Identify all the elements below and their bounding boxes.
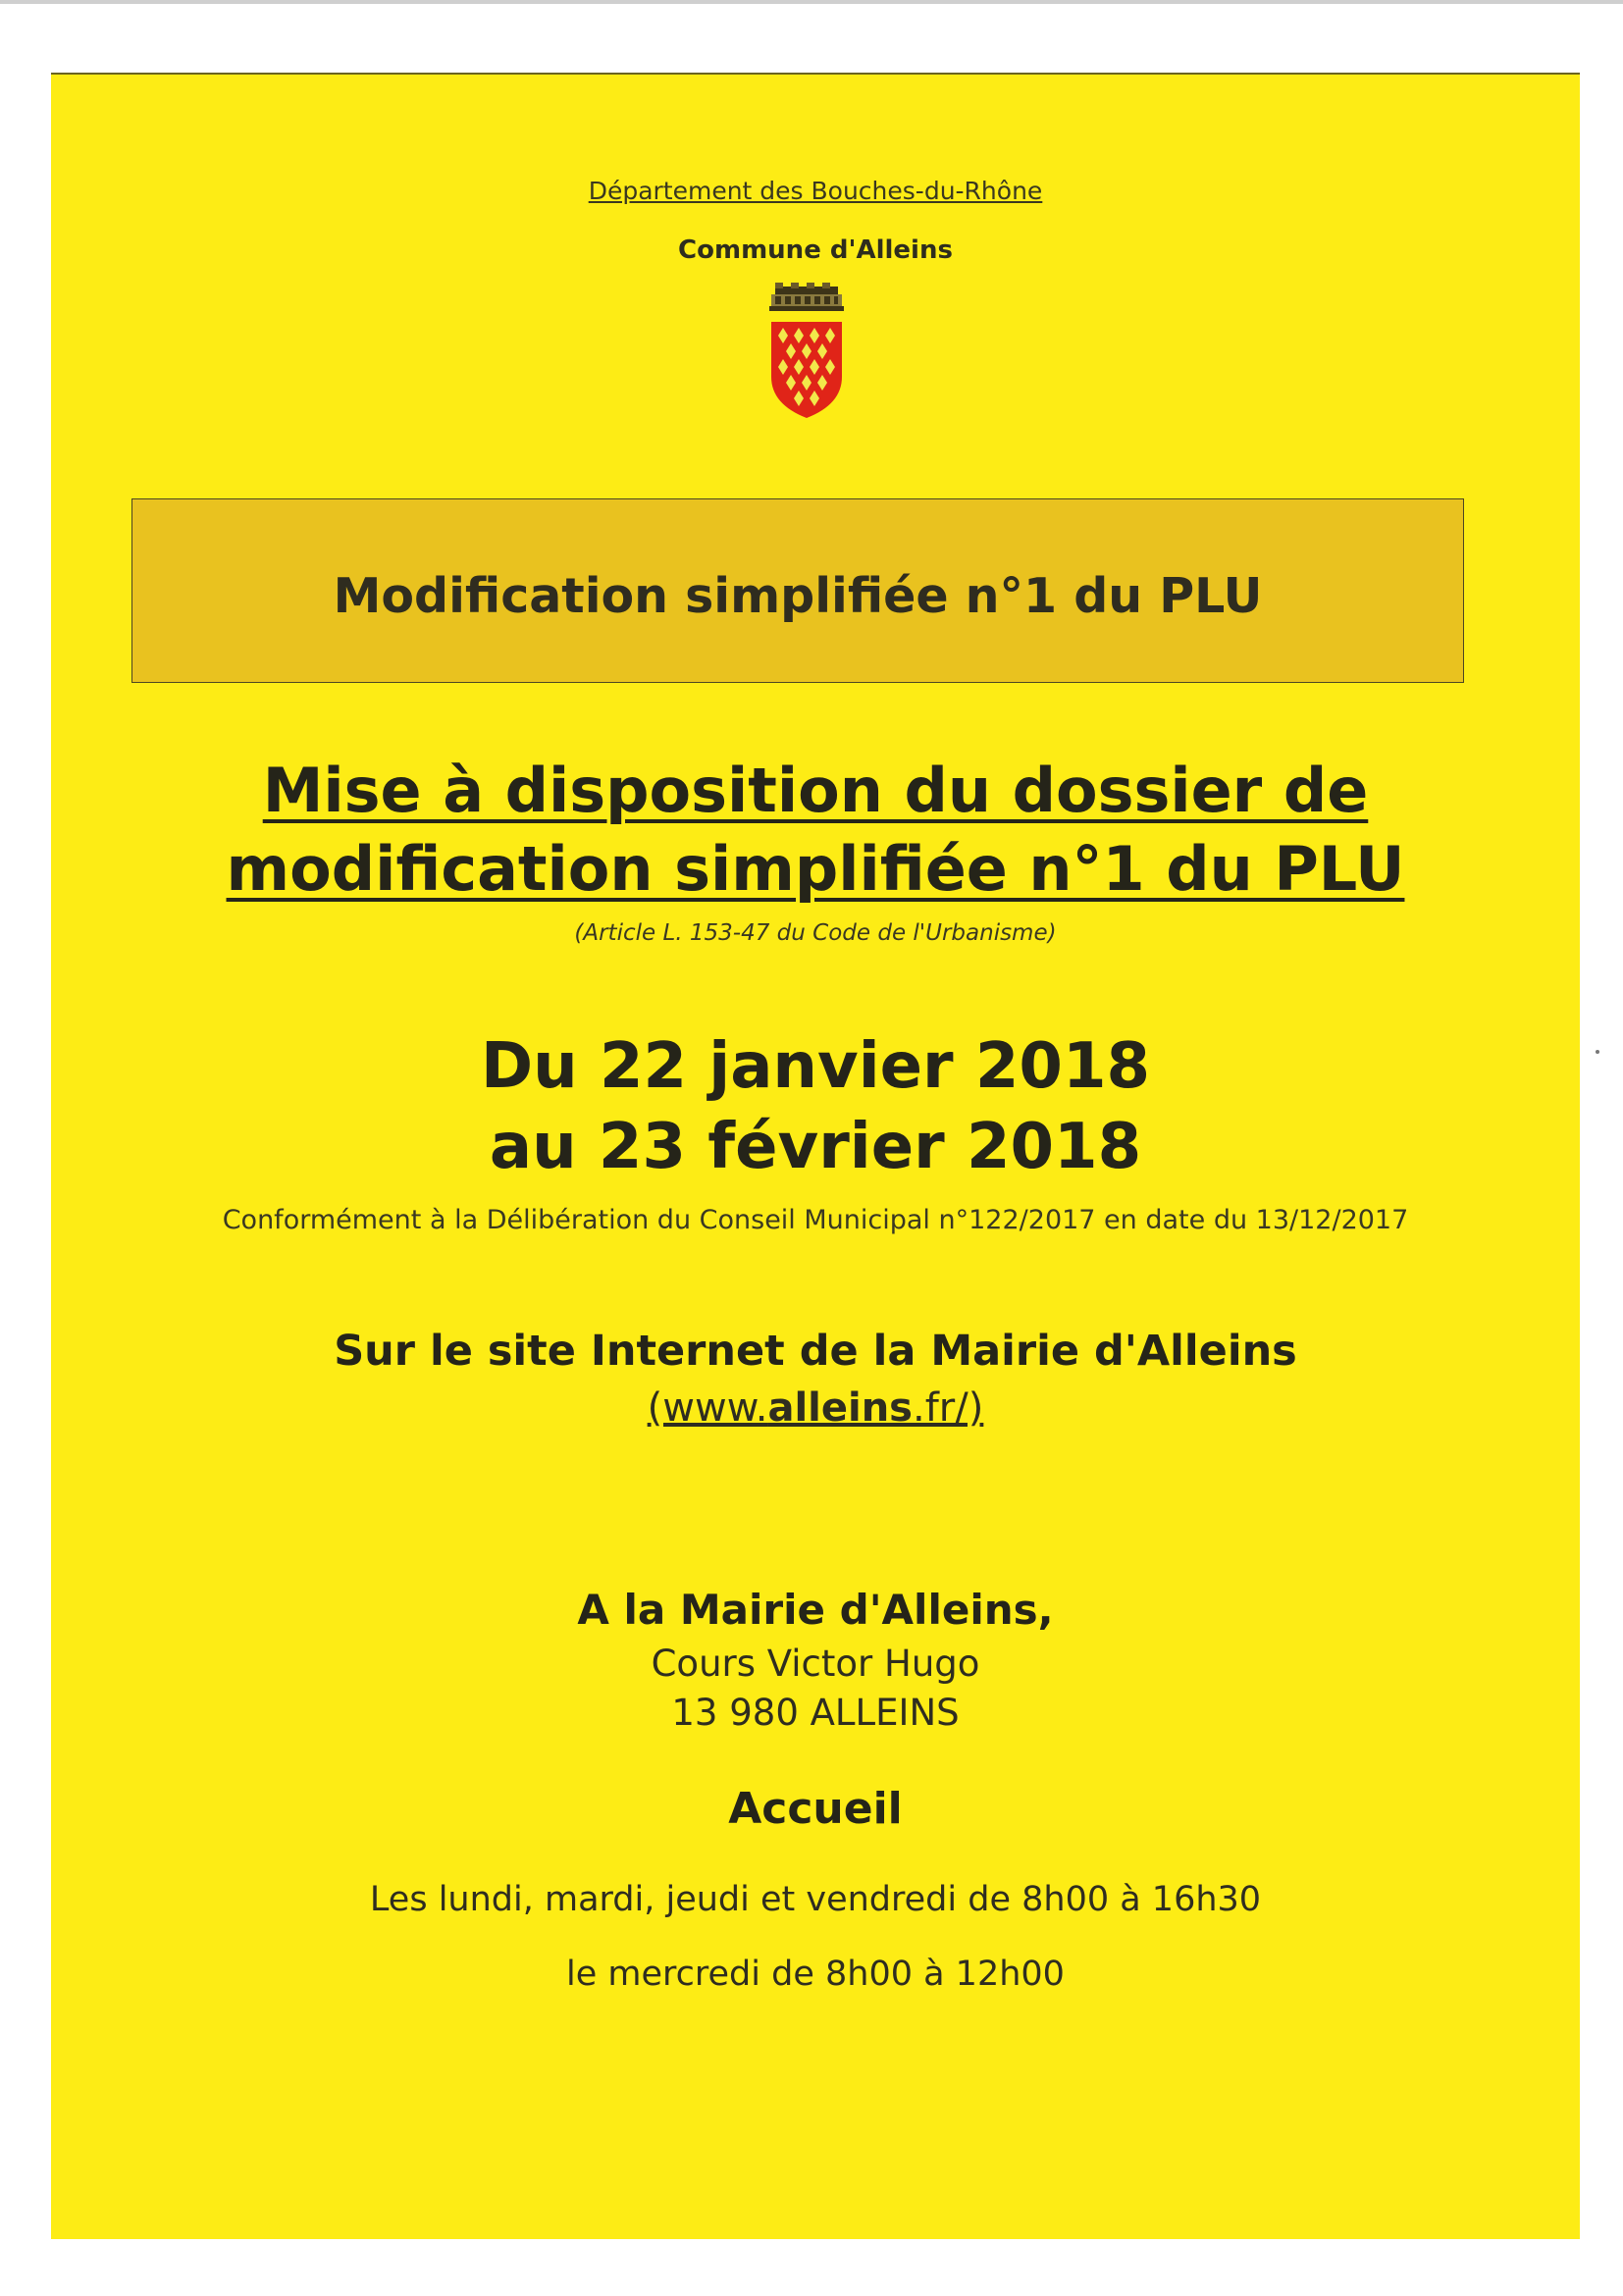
website-url[interactable] [51,1385,1580,1431]
commune-name: Commune d'Alleins [678,235,953,265]
title-banner [131,498,1464,683]
department-name: Département des Bouches-du-Rhône [588,177,1043,205]
scan-speck [1596,1050,1599,1054]
banner-title: Modification simplifiée n°1 du PLU [333,567,1263,624]
article-reference: (Article L. 153-47 du Code de l'Urbanisme) [574,920,1057,946]
poster [51,73,1580,2239]
headline-line-1: Mise à disposition du dossier de [262,755,1369,826]
website-title: Sur le site Internet de la Mairie d'Alleins [334,1327,1297,1376]
period-end: au 23 février 2018 [489,1111,1142,1183]
mairie-title: A la Mairie d'Alleins, [577,1586,1054,1634]
reception-title: Accueil [728,1784,903,1834]
scan-top-edge [0,0,1623,4]
address-street: Cours Victor Hugo [651,1643,980,1685]
coat-of-arms-icon [761,283,852,420]
reception-hours-wednesday: le mercredi de 8h00 à 12h00 [566,1955,1065,1994]
reception-hours-weekdays: Les lundi, mardi, jeudi et vendredi de 8h00 à 16h30 [369,1880,1262,1919]
period-start: Du 22 janvier 2018 [480,1030,1151,1103]
address-city: 13 980 ALLEINS [671,1692,960,1734]
period-dates [51,1026,1580,1187]
headline-line-2: modification simplifiée n°1 du PLU [226,833,1405,905]
deliberation-note: Conformément à la Délibération du Conseil Municipal n°122/2017 en date du 13/12/2017 [222,1205,1409,1235]
website-link[interactable]: (www.alleins.fr/) [647,1385,984,1431]
headline [51,752,1580,909]
